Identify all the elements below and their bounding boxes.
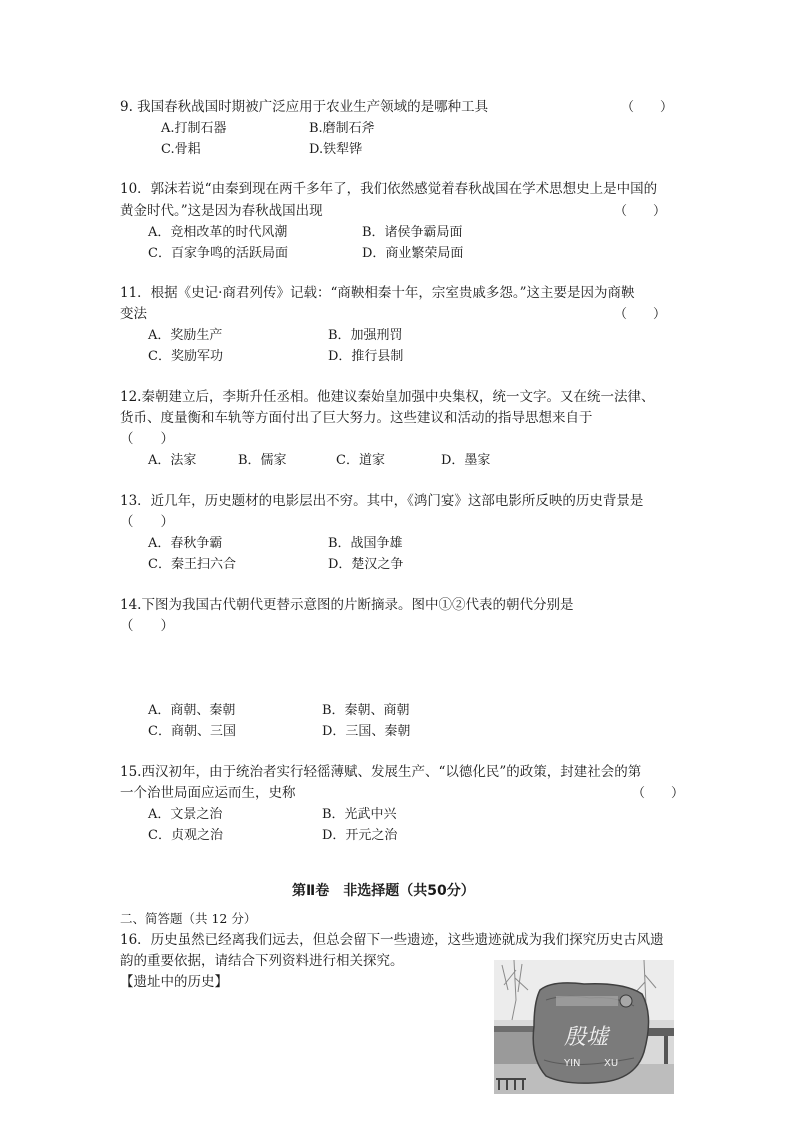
yinxu-stone-photo (494, 960, 674, 1094)
q13-option-c: C．秦王扫六合 (148, 557, 236, 572)
q9-stem-line1: 9. 我国春秋战国时期被广泛应用于农业生产领域的是哪种工具 (120, 99, 489, 115)
q16-stem-line2: 韵的重要依据，请结合下列资料进行相关探究。 (120, 953, 404, 969)
q13-option-b: B．战国争雄 (328, 536, 403, 551)
q9-option-c: C.骨耜 (161, 142, 201, 157)
q12-option-d: D．墨家 (441, 453, 491, 468)
q15-option-d: D．开元之治 (322, 828, 398, 843)
q11-option-d: D．推行县制 (328, 349, 404, 364)
q15-stem-line2: 一个治世局面应运而生，史称 (120, 785, 296, 801)
q10-answer-paren: （ ） (614, 204, 667, 219)
q14-option-c: C．商朝、三国 (148, 724, 236, 739)
q10-stem-line1: 10．郭沫若说“由秦到现在两千多年了，我们依然感觉着春秋战国在学术思想史上是中国的 (120, 181, 658, 197)
q9-option-d: D.铁犁铧 (309, 142, 363, 157)
q13-option-a: A．春秋争霸 (148, 536, 223, 551)
q11-answer-paren: （ ） (614, 307, 667, 322)
q15-answer-paren: （ ） (632, 786, 685, 801)
q10-option-d: D．商业繁荣局面 (362, 246, 464, 261)
q14-option-a: A．商朝、秦朝 (148, 703, 236, 718)
q15-option-a: A．文景之治 (148, 807, 223, 822)
q14-stem-line1: 14.下图为我国古代朝代更替示意图的片断摘录。图中①②代表的朝代分别是 (120, 597, 574, 613)
q15-stem-line1: 15.西汉初年，由于统治者实行轻徭薄赋、发展生产、“以德化民”的政策，封建社会的第 (120, 764, 642, 780)
q9-option-b: B.磨制石斧 (309, 121, 375, 136)
q13-option-d: D．楚汉之争 (328, 557, 404, 572)
q10-option-a: A．竞相改革的时代风潮 (148, 225, 288, 240)
stone-latin-left: YIN (564, 1058, 581, 1069)
q12-stem-line2: 货币、度量衡和车轨等方面付出了巨大努力。这些建议和活动的指导思想来自于 (120, 410, 593, 426)
q12-option-b: B．儒家 (238, 453, 287, 468)
yinxu-photo-graphic (494, 960, 674, 1094)
q10-option-b: B．诸侯争霸局面 (362, 225, 463, 240)
q10-stem-line2: 黄金时代。”这是因为春秋战国出现 (120, 203, 323, 219)
q12-option-a: A．法家 (148, 453, 197, 468)
q12-answer-paren: （ ） (120, 431, 174, 447)
part-2-heading: 二、简答题（共 12 分） (120, 911, 257, 926)
section-2-title: 第Ⅱ卷 非选择题（共50分） (292, 883, 475, 899)
q9-answer-paren: （ ） (621, 100, 674, 115)
q11-option-c: C．奖励军功 (148, 349, 223, 364)
q16-stem-line1: 16．历史虽然已经离我们远去，但总会留下一些遗迹，这些遗迹就成为我们探究历史古风遗 (120, 932, 664, 948)
q13-stem-line1: 13．近几年，历史题材的电影层出不穷。其中，《鸿门宴》这部电影所反映的历史背景是 (120, 493, 644, 509)
q13-answer-paren: （ ） (120, 514, 174, 530)
q9-option-a: A.打制石器 (161, 121, 227, 136)
q14-option-b: B．秦朝、商朝 (322, 703, 410, 718)
stone-chinese-text: 殷墟 (564, 1025, 609, 1050)
q11-stem-line2: 变法 (120, 306, 147, 322)
ruins-history-heading: 【遗址中的历史】 (120, 974, 228, 990)
q11-option-b: B．加强刑罚 (328, 328, 403, 343)
q15-option-b: B．光武中兴 (322, 807, 397, 822)
q15-option-c: C．贞观之治 (148, 828, 223, 843)
q11-stem-line1: 11．根据《史记·商君列传》记载：“商鞅相秦十年，宗室贵戚多怨。”这主要是因为商鞅 (120, 285, 635, 301)
q11-option-a: A．奖励生产 (148, 328, 223, 343)
stone-latin-right: XU (604, 1058, 619, 1069)
q12-option-c: C．道家 (336, 453, 385, 468)
q14-answer-paren: （ ） (120, 618, 174, 634)
q12-stem-line1: 12.秦朝建立后，李斯升任丞相。他建议秦始皇加强中央集权，统一文字。又在统一法律、 (120, 389, 655, 405)
q14-option-d: D．三国、秦朝 (322, 724, 411, 739)
q10-option-c: C．百家争鸣的活跃局面 (148, 246, 288, 261)
